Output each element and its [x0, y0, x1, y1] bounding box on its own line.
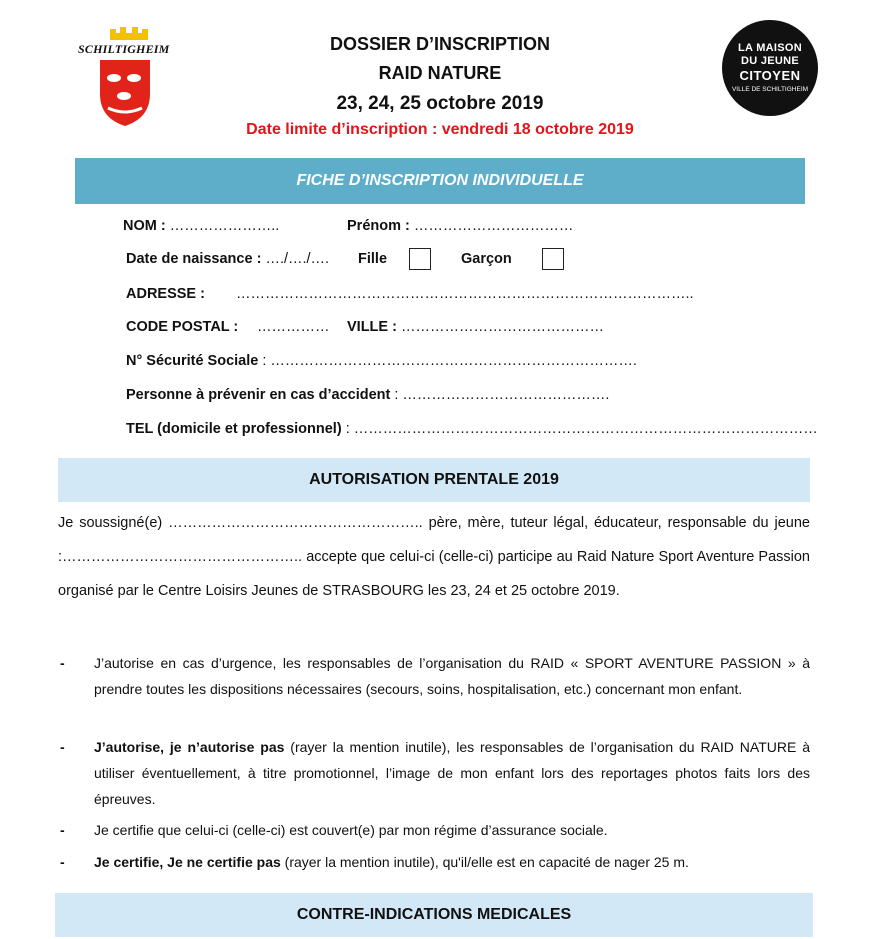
adresse-field[interactable]: ………………………………………………………………………………….. — [236, 286, 694, 302]
individual-form-banner: FICHE D’INSCRIPTION INDIVIDUELLE — [75, 158, 805, 204]
fille-label: Fille — [358, 251, 388, 267]
prenom-row: Prénom : …………………………… — [347, 218, 574, 234]
shield-icon — [98, 58, 152, 128]
town-name: SCHILTIGHEIM — [78, 42, 170, 56]
securite-sociale-field[interactable]: : …………………………………………………………………. — [262, 353, 637, 369]
list-item: - Je certifie que celui-ci (celle-ci) est couvert(e) par mon régime d’assurance sociale. — [60, 822, 608, 838]
code-postal-field[interactable]: …………… — [257, 319, 330, 335]
nom-row: NOM : ………………….. — [123, 218, 280, 234]
garcon-label: Garçon — [461, 251, 512, 267]
code-postal-row: CODE POSTAL : — [126, 319, 239, 335]
list-item: - J’autorise, je n’autorise pas (rayer la mention inutile), les responsables de l’organisation du RAID NATURE à utiliser éventuellement, à titre promotionnel, l’image de mon enfant lors des reportages photos faits lors des épreuves. — [60, 739, 810, 807]
dob-row: Date de naissance : …./…./…. — [126, 251, 330, 267]
registration-deadline: Date limite d’inscription : vendredi 18 octobre 2019 — [246, 121, 634, 138]
tel-row: TEL (domicile et professionnel) : …………………………………………………………………………………… — [126, 421, 818, 437]
emergency-contact-field[interactable]: : ……………………………………. — [394, 387, 610, 403]
garcon-checkbox[interactable] — [542, 248, 564, 270]
securite-sociale-row: N° Sécurité Sociale : …………………………………………………………………. — [126, 353, 637, 369]
ville-row: VILLE : …………………………………… — [347, 319, 604, 335]
crown-icon — [108, 24, 150, 40]
parental-authorization-banner: AUTORISATION PRENTALE 2019 — [58, 458, 810, 502]
prenom-field[interactable]: …………………………… — [413, 218, 574, 234]
list-item: - Je certifie, Je ne certifie pas (rayer la mention inutile), qu'il/elle est en capacité de nager 25 m. — [60, 854, 689, 870]
list-item: - J’autorise en cas d’urgence, les responsables de l’organisation du RAID « SPORT AVENTURE PASSION » à prendre toutes les dispositions nécessaires (secours, soins, hospitalisation, etc.) concernant mon enfant. — [60, 655, 810, 697]
nom-field[interactable]: ………………….. — [169, 218, 280, 234]
tel-field[interactable]: : …………………………………………………………………………………… — [345, 421, 818, 437]
emergency-contact-row: Personne à prévenir en cas d’accident : ……………………………………. — [126, 387, 610, 403]
event-dates: 23, 24, 25 octobre 2019 — [336, 93, 544, 114]
document-title: DOSSIER D’INSCRIPTION — [329, 34, 551, 54]
ville-field[interactable]: …………………………………… — [400, 319, 604, 335]
authorization-paragraph: Je soussigné(e) …………………………………………….. père, mère, tuteur légal, éducateur, responsable du jeune :………………………………………….. accepte que celui-ci (celle-ci) participe au Raid Nature Sport Aventure Passion organisé par le Centre Loisirs Jeunes de STRASBOURG les 23, 24 et 25 octobre 2019. — [58, 515, 810, 599]
maison-du-jeune-citoyen-logo: LA MAISON DU JEUNE CITOYEN VILLE DE SCHILTIGHEIM — [722, 20, 818, 116]
medical-contraindications-banner: CONTRE-INDICATIONS MEDICALES — [55, 893, 813, 937]
event-name: RAID NATURE — [378, 63, 502, 83]
fille-checkbox[interactable] — [409, 248, 431, 270]
adresse-row: ADRESSE : — [126, 286, 205, 302]
dob-field[interactable]: …./…./…. — [265, 251, 330, 267]
